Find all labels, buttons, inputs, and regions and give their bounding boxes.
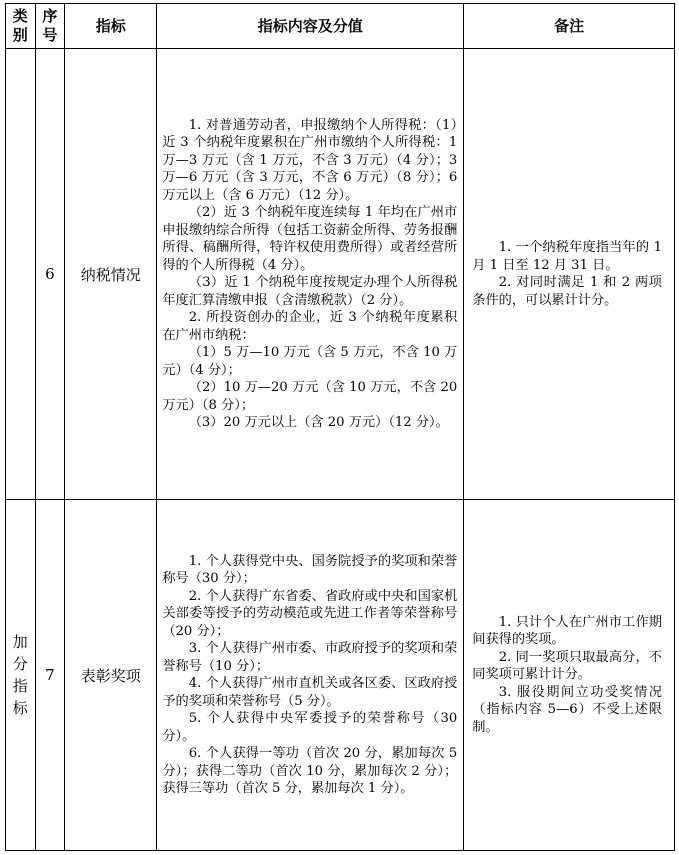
content-line: 2. 个人获得广东省委、省政府或中央和国家机关部委等授予的劳动模范或先进工作者等荣誉称号（20 分）； [162,588,458,639]
remark-line: 2. 同一奖项只取最高分，不同奖项可累计计分。 [472,649,662,683]
header-row [6,4,675,49]
table-row [6,49,675,500]
seq-cell: 7 [35,500,65,851]
content-line: 5. 个人获得中央军委授予的荣誉称号（30 分）。 [162,711,458,744]
remark-line: 2. 对同时满足 1 和 2 两项条件的，可以累计计分。 [472,275,662,308]
content-line: 1. 对普通劳动者，申报缴纳个人所得税：（1）近 3 个纳税年度累积在广州市缴纳个人所得税：1 万—3 万元（含 1 万元，不含 3 万元）（4 分）；3 万—6 万元（含 3 万元，不含 6 万元）（8 分）；6 万元以上（含 6 万元）（12 分）。 [162,117,458,203]
category-cell: 加分指标 [6,500,36,851]
content-line: （3）近 1 个纳税年度按规定办理个人所得税年度汇算清缴申报（含清缴税款）（2 分）。 [162,275,458,308]
header-remark: 备注 [464,4,675,49]
content-line: （1）5 万—10 万元（含 5 万元，不含 10 万元）（4 分）； [162,345,458,378]
remark-line: 1. 一个纳税年度指当年的 1 月 1 日至 12 月 31 日。 [472,240,662,273]
remark-line: 3. 服役期间立功受奖情况（指标内容 5—6）不受上述限制。 [472,684,662,735]
remark-cell [464,49,675,500]
content-cell [157,49,464,500]
indicator-table [5,3,675,851]
content-cell [157,500,464,851]
header-category: 类别 [6,4,36,49]
seq-cell: 6 [35,49,65,500]
content-line: 6. 个人获得一等功（首次 20 分，累加每次 5 分）；获得二等功（首次 10 分，累加每次 2 分）；获得三等功（首次 5 分，累加每次 1 分）。 [162,746,458,796]
table-row [6,500,675,851]
header-seq: 序号 [35,4,65,49]
remark-line: 1. 只计个人在广州市工作期间获得的奖项。 [472,614,662,648]
content-line: 3. 个人获得广州市委、市政府授予的奖项和荣誉称号（10 分）； [162,641,458,674]
content-line: （2）近 3 个纳税年度连续每 1 年均在广州市申报缴纳综合所得（包括工资薪金所得、劳务报酬所得、稿酬所得，特许权使用费所得）或者经营所得的个人所得税（4 分）。 [162,205,458,273]
category-cell [6,49,36,500]
content-line: 2. 所投资创办的企业，近 3 个纳税年度累积在广州市纳税： [162,310,458,343]
header-content: 指标内容及分值 [157,4,464,49]
content-line: 4. 个人获得广州市直机关或各区委、区政府授予的奖项和荣誉称号（5 分）。 [162,676,458,709]
header-indicator: 指标 [65,4,157,49]
content-line: （2）10 万—20 万元（含 10 万元，不含 20 万元）（8 分）； [162,380,458,413]
content-line: （3）20 万元以上（含 20 万元）（12 分）。 [188,415,449,430]
content-line: 1. 个人获得党中央、国务院授予的奖项和荣誉称号（30 分）； [162,553,458,586]
indicator-cell: 表彰奖项 [65,500,157,851]
remark-cell [464,500,675,851]
indicator-cell: 纳税情况 [65,49,157,500]
